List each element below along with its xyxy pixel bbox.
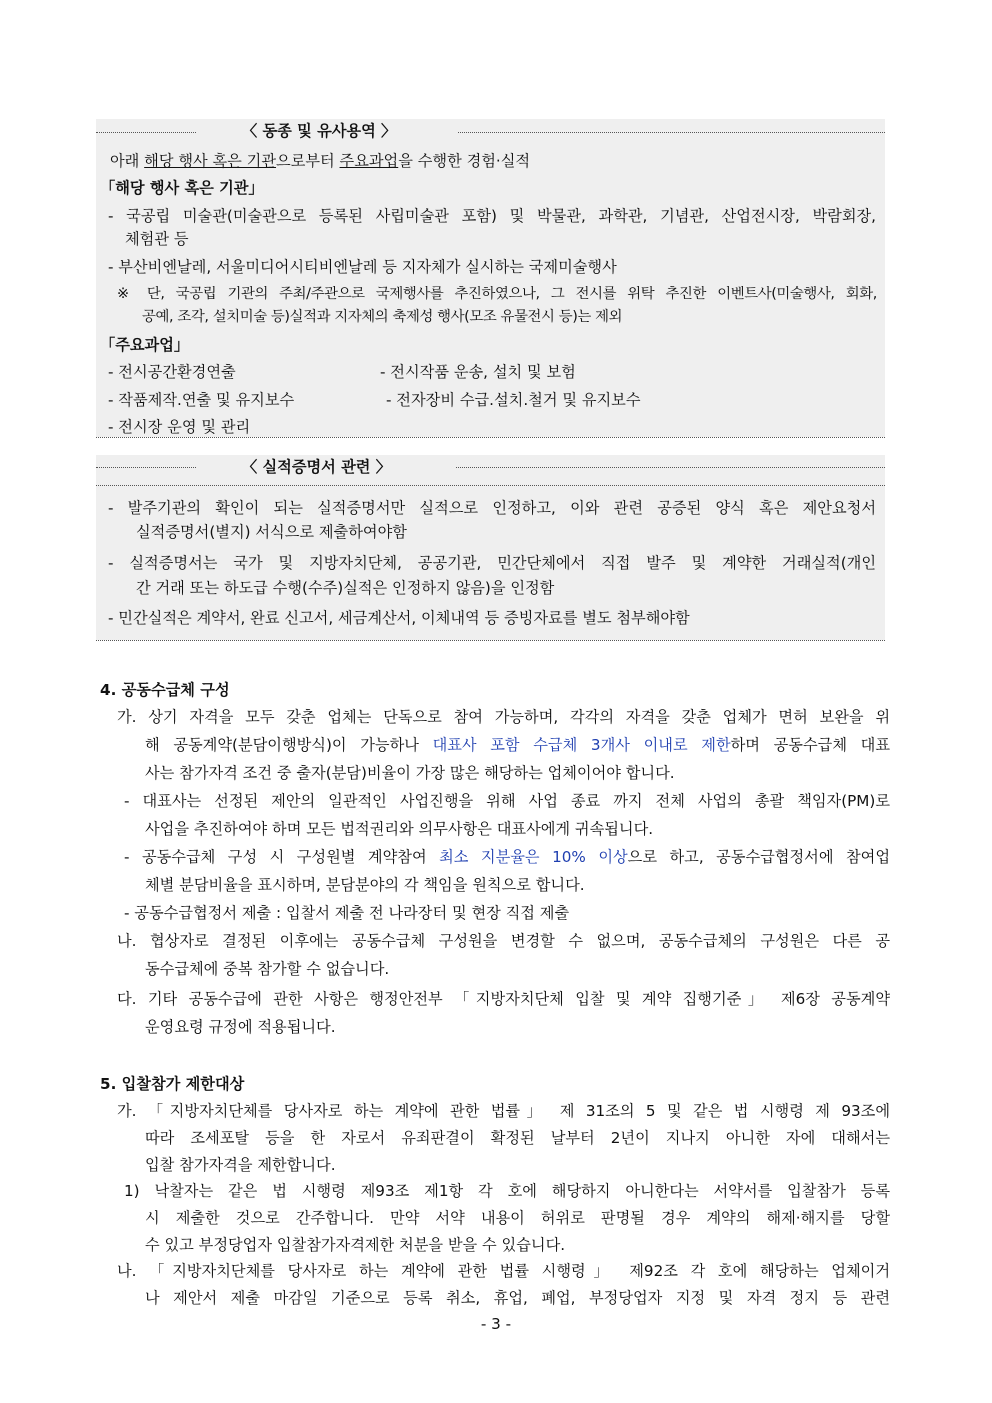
box1-task-4: - 전자장비 수급.설치.철거 및 유지보수 [386,391,641,409]
box1-title: 〈 동종 및 유사용역 〉 [242,122,397,140]
sec5-ga-line3: 입찰 참가자격을 제한합니다. [145,1156,336,1174]
sec5-sub1-line3: 수 있고 부정당업자 입찰참가자격제한 처분을 받을 수 있습니다. [145,1236,566,1254]
sec4-ga-line1: 가. 상기 자격을 모두 갖춘 업체는 단독으로 참여 가능하며, 각각의 자격을 갖춘 업체가 면허 보완을 위 [117,708,890,726]
sec4-ga-line2: 해 공동계약(분담이행방식)이 가능하나 대표사 포함 수급체 3개사 이내로 제한하며 공동수급체 대표 [145,736,890,754]
box1-bottom-rule [96,437,885,438]
box1-intro: 아래 해당 행사 혹은 기관으로부터 주요과업을 수행한 경험·실적 [110,152,531,170]
box1-note-1a: ※ 단, 국공립 기관의 주최/주관으로 국제행사를 추진하였으나, 그 전시를 위탁 추진한 이벤트사(미술행사, 회화, [117,286,877,302]
box2-bullet-2a: - 실적증명서는 국가 및 지방자치단체, 공공기관, 민간단체에서 직접 발주 및 계약한 거래실적(개인 [108,554,876,572]
box1-title-rule-right [458,132,885,133]
sec5-na-line1: 나. 「지방자치단체를 당사자로 하는 계약에 관한 법률 시행령」 제92조 각 호에 해당하는 업체이거 [117,1262,890,1280]
sec4-da-line2: 운영요령 규정에 적용됩니다. [145,1018,336,1036]
sec4-na-line1: 나. 협상자로 결정된 이후에는 공동수급체 구성원을 변경할 수 없으며, 공동수급체의 구성원은 다른 공 [117,932,890,950]
box1-heading-tasks: 「주요과업」 [100,336,190,354]
sec5-ga-line2: 따라 조세포탈 등을 한 자로서 유죄판결이 확정된 날부터 2년이 지나지 아니한 자에 대해서는 [145,1129,890,1147]
sec4-dash2-line1: - 공동수급체 구성 시 구성원별 계약참여 최소 지분율은 10% 이상으로 하고, 공동수급협정서에 참여업 [124,848,890,866]
box2-bullet-3: - 민간실적은 계약서, 완료 신고서, 세금계산서, 이체내역 등 증빙자료를 별도 첨부해야함 [108,609,690,627]
box1-task-3: - 작품제작.연출 및 유지보수 [108,391,295,409]
box2-bottom-rule [96,640,885,641]
page-number: - 3 - [480,1315,512,1333]
box1-heading-institutions: 「해당 행사 혹은 기관」 [100,179,264,197]
box1-bullet-1a: - 국공립 미술관(미술관으로 등록된 사립미술관 포함) 및 박물관, 과학관, 기념관, 산업전시장, 박람회장, [108,207,876,225]
sec5-ga-line1: 가. 「지방자치단체를 당사자로 하는 계약에 관한 법률」 제 31조의 5 및 같은 법 시행령 제 93조에 [117,1102,890,1120]
section-4-heading: 4. 공동수급체 구성 [100,681,230,699]
box2-bullet-2b: 간 거래 또는 하도급 수행(수주)실적은 인정하지 않음)을 인정함 [136,579,555,597]
box1-task-2: - 전시작품 운송, 설치 및 보험 [380,363,576,381]
sec4-dash1-line1: - 대표사는 선정된 제안의 일관적인 사업진행을 위해 사업 종료 까지 전체 사업의 총괄 책임자(PM)로 [124,792,890,810]
box2-bullet-1b: 실적증명서(별지) 서식으로 제출하여야함 [136,523,407,541]
sec4-dash2-line2: 체별 분담비율을 표시하며, 분담분야의 각 책임을 원칙으로 합니다. [145,876,585,894]
sec5-sub1-line2: 시 제출한 것으로 간주합니다. 만약 서약 내용이 허위로 판명될 경우 계약의 해제·해지를 당할 [145,1209,890,1227]
box1-task-5: - 전시장 운영 및 관리 [108,418,251,436]
section-5-heading: 5. 입찰참가 제한대상 [100,1075,245,1093]
sec4-na-line2: 동수급체에 중복 참가할 수 없습니다. [145,960,390,978]
box2-title-rule-left [96,467,196,468]
box1-note-1b: 공예, 조각, 설치미술 등)실적과 지자체의 축제성 행사(모조 유물전시 등)는 제외 [142,309,623,325]
sec5-sub1-line1: 1) 낙찰자는 같은 법 시행령 제93조 제1항 각 호에 해당하지 아니한다는 서약서를 입찰참가 등록 [124,1182,890,1200]
sec4-ga-line3: 사는 참가자격 조건 중 출자(분담)비율이 가장 많은 해당하는 업체이어야 합니다. [145,764,675,782]
box2-top-rule [96,485,885,486]
sec4-dash3: - 공동수급협정서 제출 : 입찰서 제출 전 나라장터 및 현장 직접 제출 [124,904,570,922]
box1-bullet-2: - 부산비엔날레, 서울미디어시티비엔날레 등 지자체가 실시하는 국제미술행사 [108,258,617,276]
box1-title-rule-left [96,132,196,133]
box2-title-rule-right [456,467,885,468]
sec4-da-line1: 다. 기타 공동수급에 관한 사항은 행정안전부 「지방자치단체 입찰 및 계약 집행기준」 제6장 공동계약 [117,990,890,1008]
box2-bullet-1a: - 발주기관의 확인이 되는 실적증명서만 실적으로 인정하고, 이와 관련 공증된 양식 혹은 제안요청서 [108,499,876,517]
sec5-na-line2: 나 제안서 제출 마감일 기준으로 등록 취소, 휴업, 폐업, 부정당업자 지정 및 자격 정지 등 관련 [145,1289,890,1307]
box2-title: 〈 실적증명서 관련 〉 [242,458,391,476]
sec4-dash1-line2: 사업을 추진하여야 하며 모든 법적권리와 의무사항은 대표사에게 귀속됩니다. [145,820,654,838]
box1-task-1: - 전시공간환경연출 [108,363,236,381]
box1-bullet-1b: 체험관 등 [125,230,189,248]
